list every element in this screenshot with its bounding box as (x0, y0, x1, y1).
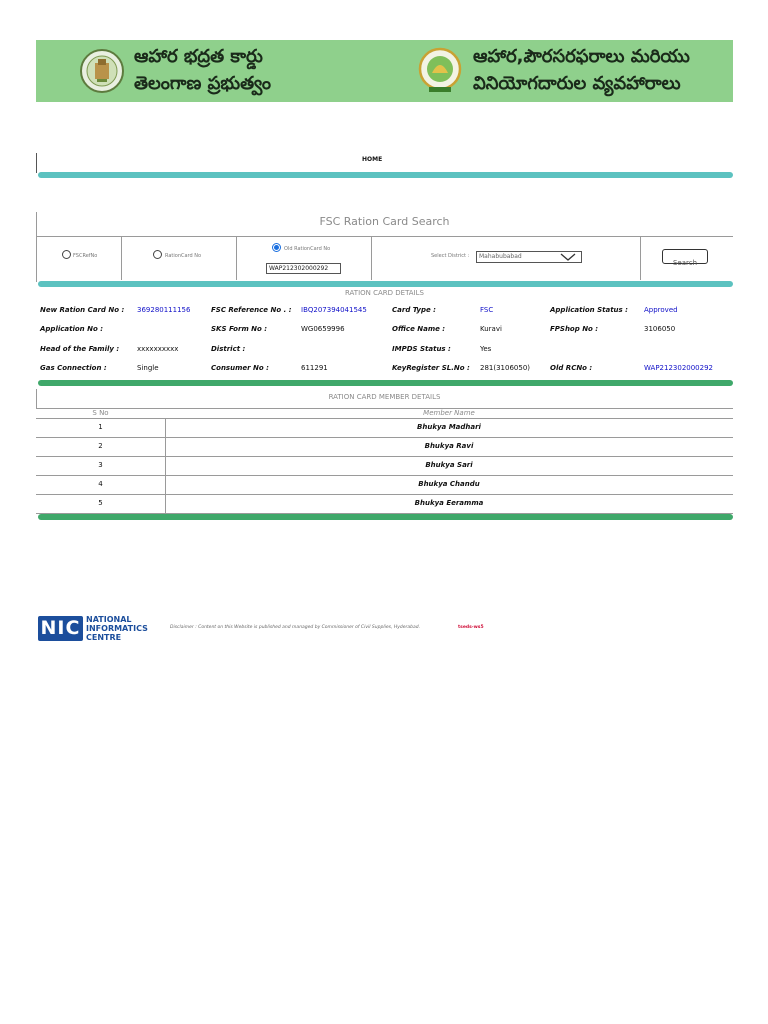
detail-label: Head of the Family : (40, 345, 120, 353)
detail-value: 281(3106050) (480, 364, 530, 372)
search-divider-3 (371, 236, 372, 280)
radio-fsc-ref-label: FSCRefNo (73, 253, 98, 259)
detail-value: Approved (644, 306, 678, 314)
detail-value: IBQ207394041545 (301, 306, 367, 314)
detail-label: Application Status : (550, 306, 628, 314)
radio-fsc-ref[interactable] (62, 250, 71, 259)
district-label: Select District : (431, 253, 470, 259)
civil-supplies-emblem-icon (417, 47, 463, 95)
member-sno: 4 (98, 480, 103, 488)
search-divider-2 (236, 236, 237, 280)
detail-label: New Ration Card No : (40, 306, 125, 314)
search-button-label: Search (672, 259, 698, 267)
members-section-title: RATION CARD MEMBER DETAILS (328, 393, 441, 401)
telangana-emblem-icon (80, 49, 124, 93)
nav-divider (38, 172, 733, 178)
old-ration-card-input[interactable] (266, 263, 341, 274)
search-divider-1 (121, 236, 122, 280)
detail-label: Gas Connection : (40, 364, 107, 372)
header-right-line2: వినియోగదారుల వ్యవహారాలు (473, 73, 681, 94)
detail-label: Old RCNo : (550, 364, 593, 372)
search-divider-4 (640, 236, 641, 280)
nav-home-link[interactable]: HOME (362, 156, 383, 163)
member-name: Bhukya Eeramma (414, 499, 484, 507)
detail-label: Consumer No : (211, 364, 269, 372)
nic-logo (38, 616, 83, 641)
detail-value: 3106050 (644, 325, 676, 333)
member-row-border (36, 475, 733, 476)
detail-label: Application No : (40, 325, 103, 333)
members-col-sno: S No (92, 409, 109, 417)
detail-value: WG0659996 (301, 325, 345, 333)
member-name: Bhukya Chandu (418, 480, 480, 488)
search-button[interactable] (662, 249, 708, 267)
members-column-divider (165, 418, 166, 513)
member-sno: 1 (98, 423, 103, 431)
member-row-border (36, 456, 733, 457)
nic-logo-text: NIC (40, 617, 81, 639)
member-row-border (36, 494, 733, 495)
radio-ration-card-label: RationCard No (165, 253, 202, 259)
member-name: Bhukya Sari (425, 461, 473, 469)
detail-label: KeyRegister SL.No : (392, 364, 470, 372)
chevron-down-icon (560, 253, 576, 261)
members-table-top-border (36, 418, 733, 419)
radio-old-ration-card-label: Old RationCard No (284, 246, 331, 252)
detail-value: FSC (480, 306, 494, 314)
detail-label: FPShop No : (550, 325, 599, 333)
detail-label: SKS Form No : (211, 325, 268, 333)
search-panel-top-border (36, 236, 733, 237)
radio-ration-card[interactable] (153, 250, 162, 259)
detail-value: Kuravi (480, 325, 502, 333)
detail-value: WAP212302000292 (644, 364, 713, 372)
member-name: Bhukya Madhari (417, 423, 481, 431)
detail-value: 369280111156 (137, 306, 191, 314)
members-col-name: Member Name (423, 409, 475, 417)
member-sno: 2 (98, 442, 103, 450)
district-select-value: Mahabubabad (479, 253, 522, 260)
detail-label: FSC Reference No . : (211, 306, 292, 314)
search-title: FSC Ration Card Search (319, 215, 450, 228)
details-divider-bar (38, 380, 733, 386)
member-name: Bhukya Ravi (424, 442, 474, 450)
header-banner (36, 40, 733, 102)
members-divider-bar (38, 514, 733, 520)
radio-old-ration-card[interactable] (272, 243, 281, 252)
member-sno: 5 (98, 499, 103, 507)
detail-value: Single (137, 364, 159, 372)
old-ration-card-input-value: WAP212302000292 (269, 265, 329, 272)
detail-value: 611291 (301, 364, 328, 372)
nic-org-line2: INFORMATICS (86, 624, 148, 633)
detail-label: IMPDS Status : (392, 345, 451, 353)
nic-org-line3: CENTRE (86, 633, 122, 642)
member-row-border (36, 437, 733, 438)
header-right-line1: ఆహార,పౌరసరఫరాలు మరియు (473, 46, 690, 67)
district-select[interactable] (476, 251, 582, 263)
footer-server-name: tseds-ws5 (458, 625, 484, 630)
detail-label: Card Type : (392, 306, 436, 314)
search-divider-bar (38, 281, 733, 287)
header-left-line2: తెలంగాణ ప్రభుత్వం (134, 73, 272, 94)
details-section-title: RATION CARD DETAILS (344, 289, 425, 297)
detail-label: District : (211, 345, 246, 353)
nav-left-border (36, 153, 37, 173)
footer-disclaimer: Disclaimer : Content on this Website is published and managed by Commissioner of Civil Supplies, Hyderabad. (170, 625, 420, 630)
header-left-line1: ఆహార భద్రత కార్డు (134, 46, 263, 67)
member-sno: 3 (98, 461, 103, 469)
detail-value: xxxxxxxxxx (137, 345, 179, 353)
nic-org-line1: NATIONAL (86, 615, 132, 624)
detail-label: Office Name : (392, 325, 446, 333)
detail-value: Yes (480, 345, 492, 353)
